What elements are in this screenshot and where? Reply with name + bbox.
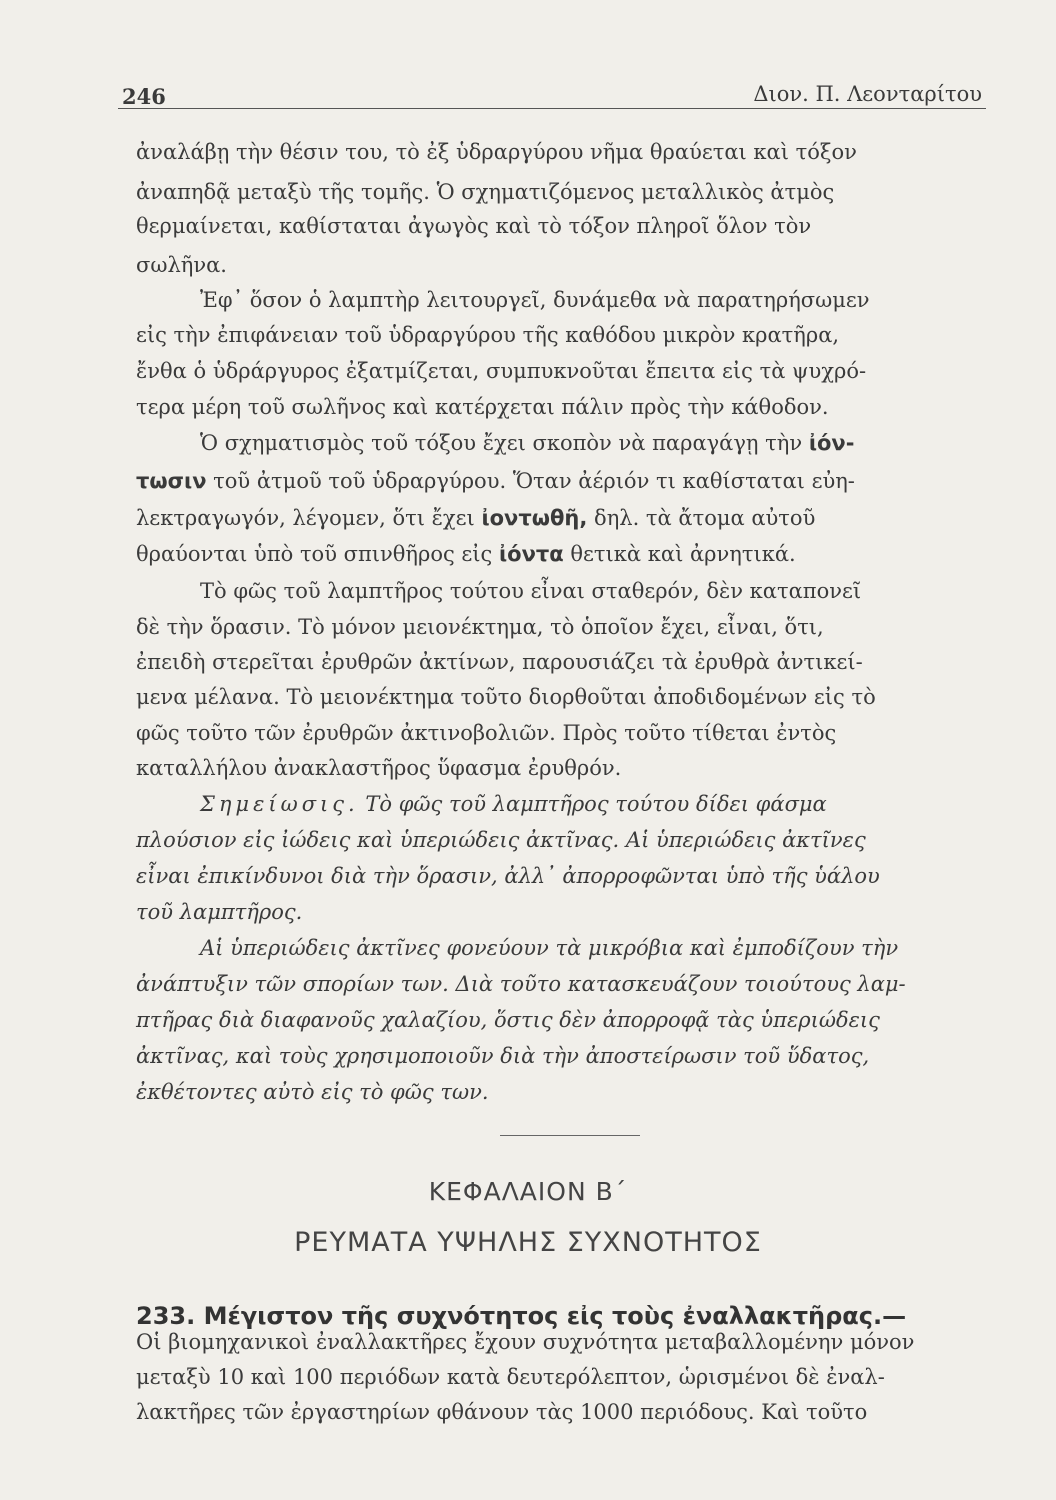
text-line: ἔνθα ὁ ὑδράργυρος ἐξατμίζεται, συμπυκνοῦται ἔπειτα εἰς τὰ ψυχρό- — [136, 359, 867, 383]
section-heading: 233. Μέγιστον τῆς συχνότητος εἰς τοὺς ἐναλλακτῆρας.— — [136, 1302, 907, 1330]
text-line: Τὸ φῶς τοῦ λαμπτῆρος τούτου εἶναι σταθερόν, δὲν καταπονεῖ — [200, 579, 862, 603]
text-line: ἀναπηδᾷ μεταξὺ τῆς τομῆς. Ὁ σχηματιζόμενος μεταλλικὸς ἀτμὸς — [136, 180, 835, 204]
bold-term: ἰόν- — [808, 431, 855, 455]
text-line: λακτῆρες τῶν ἐργαστηρίων φθάνουν τὰς 1000 περιόδους. Καὶ τοῦτο — [136, 1400, 868, 1424]
bold-term: ἰόντα — [498, 542, 564, 566]
text-line: εἰς τὴν ἐπιφάνειαν τοῦ ὑδραργύρου τῆς καθόδου μικρὸν κρατῆρα, — [136, 323, 840, 347]
chapter-title: ΡΕΥΜΑΤΑ ΥΨΗΛΗΣ ΣΥΧΝΟΤΗΤΟΣ — [294, 1227, 762, 1258]
text-run: θετικὰ καὶ ἀρνητικά. — [563, 542, 796, 566]
text-line: ἐπειδὴ στερεῖται ἐρυθρῶν ἀκτίνων, παρουσιάζει τὰ ἐρυθρὰ ἀντικεί- — [136, 650, 863, 674]
text-line: πλούσιον εἰς ἰώδεις καὶ ὑπεριώδεις ἀκτῖνας. Αἱ ὑπεριώδεις ἀκτῖνες — [136, 828, 866, 852]
text-line: καταλλήλου ἀνακλαστῆρος ὕφασμα ἐρυθρόν. — [136, 756, 622, 780]
text-line: σωλῆνα. — [136, 253, 227, 277]
section-divider — [500, 1135, 640, 1136]
text-line: φῶς τοῦτο τῶν ἐρυθρῶν ἀκτινοβολιῶν. Πρὸς τοῦτο τίθεται ἐντὸς — [136, 721, 837, 745]
text-run: θραύονται ὑπὸ τοῦ σπινθῆρος εἰς — [136, 542, 499, 566]
text-run: Τὸ φῶς τοῦ λαμπτῆρος τούτου δίδει φάσμα — [358, 792, 827, 816]
page-number: 246 — [122, 84, 166, 109]
text-run: Ὁ σχηματισμὸς τοῦ τόξου ἔχει σκοπὸν νὰ παραγάγῃ τὴν — [200, 431, 809, 455]
text-run: λεκτραγωγόν, λέγομεν, ὅτι ἔχει — [136, 506, 482, 530]
note-label: Σημείωσις. — [200, 792, 359, 816]
text-line: Ἐφ᾽ ὅσον ὁ λαμπτὴρ λειτουργεῖ, δυνάμεθα νὰ παρατηρήσωμεν — [200, 288, 870, 312]
text-run: τοῦ ἀτμοῦ τοῦ ὑδραργύρου. Ὅταν ἀέριόν τι καθίσταται εὐη- — [206, 469, 855, 493]
text-line: Οἱ βιομηχανικοὶ ἐναλλακτῆρες ἔχουν συχνότητα μεταβαλλομένην μόνον — [136, 1330, 915, 1354]
text-line: Αἱ ὑπεριώδεις ἀκτῖνες φονεύουν τὰ μικρόβια καὶ ἐμποδίζουν τὴν — [200, 936, 899, 960]
text-line: θερμαίνεται, καθίσταται ἀγωγὸς καὶ τὸ τόξον πληροῖ ὅλον τὸν — [136, 214, 812, 238]
text-line: δὲ τὴν ὅρασιν. Τὸ μόνον μειονέκτημα, τὸ ὁποῖον ἔχει, εἶναι, ὅτι, — [136, 615, 824, 639]
text-line — [136, 466, 988, 496]
bold-term: ἰοντωθῆ, — [481, 506, 588, 530]
text-line: ἀκτῖνας, καὶ τοὺς χρησιμοποιοῦν διὰ τὴν ἀποστείρωσιν τοῦ ὕδατος, — [136, 1044, 870, 1068]
text-line: εἶναι ἐπικίνδυνοι διὰ τὴν ὅρασιν, ἀλλ᾽ ἀπορροφῶνται ὑπὸ τῆς ὑάλου — [136, 864, 880, 888]
text-line — [136, 539, 988, 569]
text-line: πτῆρας διὰ διαφανοῦς χαλαζίου, ὅστις δὲν ἀπορροφᾷ τὰς ὑπεριώδεις — [136, 1008, 880, 1032]
page-header — [118, 74, 986, 109]
text-line: μεταξὺ 10 καὶ 100 περιόδων κατὰ δευτερόλεπτον, ὡρισμένοι δὲ ἐναλ- — [136, 1365, 885, 1389]
text-line — [200, 789, 988, 819]
text-line — [136, 503, 988, 533]
text-line: ἀναλάβῃ τὴν θέσιν του, τὸ ἐξ ὑδραργύρου νῆμα θραύεται καὶ τόξον — [136, 140, 857, 164]
bold-term: τωσιν — [136, 469, 207, 493]
text-run: δηλ. τὰ ἄτομα αὐτοῦ — [587, 506, 816, 530]
text-line — [200, 428, 988, 458]
text-line: τοῦ λαμπτῆρος. — [136, 900, 303, 924]
running-head: Διον. Π. Λεονταρίτου — [753, 82, 982, 106]
chapter-number: ΚΕΦΑΛΑΙΟΝ Β΄ — [428, 1177, 628, 1206]
text-line: μενα μέλανα. Τὸ μειονέκτημα τοῦτο διορθοῦται ἀποδιδομένων εἰς τὸ — [136, 685, 876, 709]
text-line: τερα μέρη τοῦ σωλῆνος καὶ κατέρχεται πάλιν πρὸς τὴν κάθοδον. — [136, 395, 829, 419]
text-line: ἀνάπτυξιν τῶν σπορίων των. Διὰ τοῦτο κατασκευάζουν τοιούτους λαμ- — [136, 972, 906, 996]
text-line: ἐκθέτοντες αὐτὸ εἰς τὸ φῶς των. — [136, 1080, 489, 1104]
